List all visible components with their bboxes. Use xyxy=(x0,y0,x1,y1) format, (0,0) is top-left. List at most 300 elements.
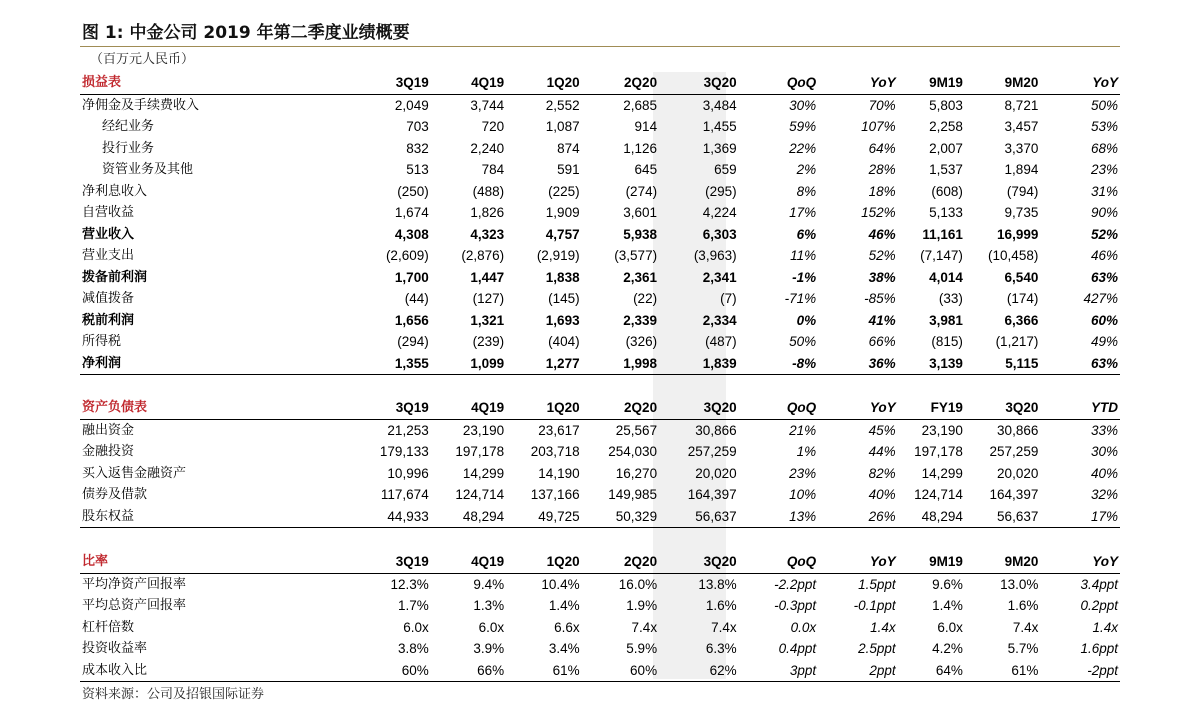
table-row xyxy=(80,463,1120,485)
table-cell: 3,139 xyxy=(898,353,965,375)
table-cell: 17% xyxy=(1040,506,1120,528)
table-cell: (274) xyxy=(625,183,658,199)
table-cell: 26% xyxy=(818,506,898,528)
table-cell: 3,370 xyxy=(1004,140,1039,156)
table-cell: 14,190 xyxy=(538,465,580,481)
table-cell: 1,447 xyxy=(470,269,505,285)
table-cell: -0.3ppt xyxy=(774,598,817,613)
table-cell: 197,178 xyxy=(914,444,963,459)
table-cell: 50% xyxy=(1090,97,1118,113)
table-cell: 6% xyxy=(796,226,817,242)
table-cell: 1,826 xyxy=(470,205,505,220)
table-row xyxy=(80,288,1120,310)
table-cell: 659 xyxy=(714,162,737,177)
table-cell: 5.7% xyxy=(1007,641,1039,656)
table-cell: 44% xyxy=(868,444,896,459)
table-cell: 1,369 xyxy=(702,140,737,156)
table-cell: 10,996 xyxy=(387,465,429,481)
table-cell: 52% xyxy=(868,248,896,263)
table-cell: 2,240 xyxy=(470,140,505,156)
column-header: 3Q20 xyxy=(659,397,739,419)
table-cell: 23,190 xyxy=(921,422,963,438)
table-cell: 1.7% xyxy=(397,598,429,613)
table-cell: 13.8% xyxy=(698,576,737,592)
row-label: 杠杆倍数 xyxy=(82,619,135,635)
table-row xyxy=(80,94,1120,116)
table-cell: 22% xyxy=(789,140,817,156)
table-row xyxy=(80,116,1120,138)
table-cell: 50% xyxy=(789,334,817,349)
table-cell: 591 xyxy=(557,162,580,177)
table-cell: 6.0x xyxy=(403,619,429,635)
row-label: 投行业务 xyxy=(102,140,155,156)
column-header: QoQ xyxy=(739,72,819,94)
table-row xyxy=(80,159,1120,181)
table-cell: 20,020 xyxy=(997,465,1039,481)
table-cell: 30,866 xyxy=(997,422,1039,438)
table-cell: 1,894 xyxy=(1004,162,1039,177)
table-cell: 1,099 xyxy=(431,353,506,375)
table-cell: 28% xyxy=(868,162,896,177)
table-row xyxy=(80,245,1120,267)
table-cell: 203,718 xyxy=(530,444,580,459)
table-cell: 2,334 xyxy=(702,312,737,328)
table-cell: 2,049 xyxy=(394,97,429,113)
table-cell: 20,020 xyxy=(695,465,737,481)
column-header: 3Q19 xyxy=(347,551,431,573)
row-label: 投资收益率 xyxy=(82,641,148,656)
table-cell: 3,744 xyxy=(470,97,505,113)
table-cell: 1,909 xyxy=(545,205,580,220)
table-cell: 32% xyxy=(1090,487,1118,502)
column-header: 3Q20 xyxy=(659,72,739,94)
table-row xyxy=(80,506,1120,528)
table-cell: 257,259 xyxy=(989,444,1039,459)
table-cell: 60% xyxy=(582,660,659,682)
row-label: 买入返售金融资产 xyxy=(82,465,187,481)
table-cell: 30,866 xyxy=(695,422,737,438)
table-cell: 4.2% xyxy=(932,641,963,656)
row-label: 金融投资 xyxy=(82,444,135,459)
table-cell: 5,115 xyxy=(965,353,1040,375)
table-cell: 3,484 xyxy=(702,97,737,113)
table-cell: 1,839 xyxy=(659,353,739,375)
table-cell: 56,637 xyxy=(659,506,739,528)
table-cell: 914 xyxy=(634,119,658,134)
table-cell: 0.0x xyxy=(790,619,817,635)
table-cell: 40% xyxy=(868,487,896,502)
table-cell: 17% xyxy=(789,205,817,220)
table-cell: 6.3% xyxy=(705,641,737,656)
table-cell: 36% xyxy=(818,353,898,375)
table-cell: 124,714 xyxy=(914,487,963,502)
title-bar xyxy=(80,12,1120,47)
table-cell: 62% xyxy=(659,660,739,682)
table-cell: 52% xyxy=(1090,226,1118,242)
row-label: 成本收入比 xyxy=(80,660,347,682)
table-row xyxy=(80,181,1120,203)
column-header: YTD xyxy=(1040,397,1120,419)
table-cell: 49,725 xyxy=(506,506,581,528)
table-cell: 10.4% xyxy=(541,576,580,592)
table-cell: 1,355 xyxy=(347,353,431,375)
table-row xyxy=(80,353,1120,375)
table-cell: 40% xyxy=(1090,465,1118,481)
table-cell: 2,341 xyxy=(702,269,737,285)
table-cell: 5.9% xyxy=(626,641,658,656)
table-cell: (127) xyxy=(472,291,505,306)
table-row xyxy=(80,310,1120,332)
table-cell: (44) xyxy=(404,291,429,306)
table-cell: 23,190 xyxy=(462,422,505,438)
table-cell: 3,981 xyxy=(929,312,963,328)
table-cell: (250) xyxy=(397,183,429,199)
table-cell: (2,876) xyxy=(461,248,505,263)
table-cell: 44,933 xyxy=(347,506,431,528)
column-header: YoY xyxy=(1040,551,1120,573)
table-cell: 0% xyxy=(796,312,817,328)
column-header: QoQ xyxy=(739,551,819,573)
table-cell: 30% xyxy=(1090,444,1118,459)
table-cell: 9,735 xyxy=(1004,205,1039,220)
column-header: 2Q20 xyxy=(582,72,659,94)
table-row xyxy=(80,660,1120,682)
row-label: 净利润 xyxy=(80,353,347,375)
row-label: 平均净资产回报率 xyxy=(82,576,187,592)
table-cell: 2,361 xyxy=(623,269,658,285)
table-cell: 64% xyxy=(898,660,965,682)
table-cell: 25,567 xyxy=(615,422,658,438)
table-cell: 5,938 xyxy=(623,226,658,242)
table-cell: 1,537 xyxy=(929,162,963,177)
table-cell: 1,656 xyxy=(394,312,429,328)
table-cell: 14,299 xyxy=(462,465,505,481)
table-cell: 4,323 xyxy=(470,226,505,242)
table-cell: 179,133 xyxy=(379,444,429,459)
row-label: 资管业务及其他 xyxy=(102,162,194,177)
column-header: 2Q20 xyxy=(582,551,659,573)
table-cell: -1% xyxy=(792,269,817,285)
table-cell: 8% xyxy=(796,183,817,199)
table-cell: 1.6% xyxy=(705,598,737,613)
table-cell: 1.3% xyxy=(473,598,505,613)
table-cell: 68% xyxy=(1090,140,1118,156)
table-cell: 2,258 xyxy=(929,119,963,134)
table-cell: 30% xyxy=(789,97,817,113)
table-cell: (3,963) xyxy=(693,248,737,263)
table-cell: 2% xyxy=(796,162,817,177)
table-cell: (294) xyxy=(397,334,429,349)
table-cell: 46% xyxy=(868,226,896,242)
table-cell: 107% xyxy=(861,119,896,134)
figure-title: 图 1: 中金公司 2019 年第二季度业绩概要 xyxy=(82,23,410,43)
balance-section-title: 资产负债表 xyxy=(80,397,347,419)
row-label: 营业收入 xyxy=(82,226,135,242)
table-cell: 4,308 xyxy=(394,226,429,242)
table-cell: -71% xyxy=(784,291,817,306)
table-cell: (3,577) xyxy=(614,248,658,263)
table-cell: 48,294 xyxy=(898,506,965,528)
table-cell: 1,700 xyxy=(394,269,429,285)
table-cell: 874 xyxy=(557,140,580,156)
table-cell: 23,617 xyxy=(538,422,580,438)
table-cell: 60% xyxy=(1090,312,1118,328)
table-cell: 1,693 xyxy=(545,312,580,328)
table-cell: 3.4% xyxy=(548,641,580,656)
table-cell: 1,321 xyxy=(470,312,505,328)
table-row xyxy=(80,595,1120,617)
table-cell: 31% xyxy=(1090,183,1118,199)
table-cell: (7,147) xyxy=(920,248,963,263)
table-cell: 50,329 xyxy=(582,506,659,528)
row-label: 减值拨备 xyxy=(82,291,135,306)
table-row xyxy=(80,224,1120,246)
table-cell: 41% xyxy=(868,312,896,328)
row-label: 股东权益 xyxy=(80,506,347,528)
row-label: 融出资金 xyxy=(82,422,135,438)
ratios-table xyxy=(80,551,1120,682)
table-cell: 64% xyxy=(868,140,896,156)
unit-note: （百万元人民币） xyxy=(90,52,195,67)
table-cell: 66% xyxy=(431,660,506,682)
table-cell: 10% xyxy=(789,487,817,502)
table-cell: 23% xyxy=(789,465,817,481)
table-cell: 0.4ppt xyxy=(778,641,817,656)
table-cell: 14,299 xyxy=(921,465,963,481)
table-cell: -2ppt xyxy=(1040,660,1120,682)
table-cell: 49% xyxy=(1090,334,1118,349)
column-header: YoY xyxy=(818,397,898,419)
table-cell: 1,277 xyxy=(506,353,581,375)
table-cell: 1,998 xyxy=(582,353,659,375)
table-cell: 124,714 xyxy=(455,487,505,502)
table-row xyxy=(80,638,1120,660)
table-cell: 4,757 xyxy=(545,226,580,242)
table-cell: -2.2ppt xyxy=(774,576,817,592)
table-cell: 1% xyxy=(796,444,817,459)
table-cell: 59% xyxy=(789,119,817,134)
table-cell: (145) xyxy=(548,291,580,306)
row-label: 净佣金及手续费收入 xyxy=(82,97,200,113)
column-header: YoY xyxy=(818,551,898,573)
table-cell: 257,259 xyxy=(687,444,737,459)
table-cell: 720 xyxy=(481,119,505,134)
table-cell: 16,999 xyxy=(997,226,1039,242)
table-cell: 63% xyxy=(1040,353,1120,375)
table-cell: -85% xyxy=(864,291,896,306)
table-cell: 7.4x xyxy=(711,619,737,635)
table-cell: 6.0x xyxy=(478,619,505,635)
table-cell: (225) xyxy=(548,183,580,199)
table-cell: 1.5ppt xyxy=(858,576,896,592)
table-cell: 66% xyxy=(868,334,896,349)
row-label: 税前利润 xyxy=(82,312,135,328)
row-label: 债券及借款 xyxy=(82,487,148,502)
row-label: 平均总资产回报率 xyxy=(82,598,187,613)
table-cell: 9.6% xyxy=(932,576,963,592)
table-cell: 2,552 xyxy=(545,97,580,113)
table-cell: 13% xyxy=(739,506,819,528)
column-header: QoQ xyxy=(739,397,819,419)
column-header: 9M20 xyxy=(965,72,1040,94)
table-cell: 427% xyxy=(1083,291,1118,306)
table-row xyxy=(80,331,1120,353)
source-note: 资料来源：公司及招银国际证券 xyxy=(82,687,265,702)
table-cell: 16.0% xyxy=(618,576,658,592)
table-cell: 3.4ppt xyxy=(1080,576,1118,592)
table-cell: 703 xyxy=(406,119,429,134)
table-cell: (794) xyxy=(1006,183,1039,199)
table-cell: 11% xyxy=(790,248,817,263)
table-cell: -0.1ppt xyxy=(853,598,896,613)
column-header: 3Q19 xyxy=(347,397,431,419)
ratios-header-row xyxy=(80,551,1120,573)
table-cell: 3ppt xyxy=(739,660,819,682)
table-cell: 45% xyxy=(868,422,896,438)
table-cell: 33% xyxy=(1090,422,1118,438)
table-cell: 1,126 xyxy=(623,140,658,156)
table-cell: 1,674 xyxy=(394,205,429,220)
table-cell: 2,339 xyxy=(623,312,658,328)
table-cell: (488) xyxy=(472,183,505,199)
row-label: 所得税 xyxy=(82,334,122,349)
table-cell: (7) xyxy=(720,291,737,306)
table-cell: 61% xyxy=(506,660,581,682)
table-cell: (1,217) xyxy=(995,334,1039,349)
column-header: 3Q20 xyxy=(965,397,1040,419)
table-cell: 2,685 xyxy=(623,97,658,113)
table-cell: 7.4x xyxy=(631,619,658,635)
table-cell: 1,455 xyxy=(702,119,737,134)
table-cell: 117,674 xyxy=(380,487,429,502)
table-cell: 137,166 xyxy=(530,487,580,502)
table-cell: 56,637 xyxy=(965,506,1040,528)
table-cell: 1.4x xyxy=(870,619,896,635)
table-cell: 149,985 xyxy=(608,487,658,502)
table-cell: 48,294 xyxy=(431,506,506,528)
table-cell: 11,161 xyxy=(922,226,963,242)
income-header-row xyxy=(80,72,1120,94)
table-cell: 1.4x xyxy=(1092,619,1118,635)
row-label: 拨备前利润 xyxy=(82,269,148,285)
table-cell: (608) xyxy=(931,183,963,199)
table-cell: 1,087 xyxy=(545,119,580,134)
table-cell: 2ppt xyxy=(818,660,898,682)
table-cell: (239) xyxy=(472,334,505,349)
table-cell: (33) xyxy=(938,291,963,306)
table-cell: (22) xyxy=(633,291,658,306)
table-cell: 2.5ppt xyxy=(858,641,896,656)
table-cell: 6.6x xyxy=(554,619,580,635)
table-cell: 23% xyxy=(1090,162,1118,177)
column-header: YoY xyxy=(1040,72,1120,94)
table-cell: 254,030 xyxy=(608,444,658,459)
table-cell: (295) xyxy=(705,183,737,199)
table-cell: 164,397 xyxy=(989,487,1039,502)
column-header: 2Q20 xyxy=(582,397,659,419)
table-cell: (2,609) xyxy=(385,248,429,263)
table-cell: (10,458) xyxy=(988,248,1039,263)
table-cell: 1.9% xyxy=(626,598,658,613)
table-cell: 197,178 xyxy=(455,444,505,459)
table-cell: 70% xyxy=(868,97,896,113)
table-cell: 46% xyxy=(1090,248,1118,263)
column-header: 1Q20 xyxy=(506,72,581,94)
table-cell: 1.4% xyxy=(932,598,963,613)
table-cell: 7.4x xyxy=(1012,619,1039,635)
table-cell: 3,457 xyxy=(1004,119,1039,134)
table-row xyxy=(80,267,1120,289)
table-cell: 1.6ppt xyxy=(1080,641,1118,656)
table-cell: 3,601 xyxy=(623,205,658,220)
table-cell: 12.3% xyxy=(390,576,429,592)
table-cell: 784 xyxy=(481,162,505,177)
table-cell: 513 xyxy=(406,162,429,177)
table-cell: 4,014 xyxy=(929,269,963,285)
table-cell: (174) xyxy=(1006,291,1039,306)
table-cell: 82% xyxy=(868,465,896,481)
table-cell: 0.2ppt xyxy=(1080,598,1118,613)
ratios-section-title: 比率 xyxy=(80,551,347,573)
column-header: 3Q20 xyxy=(659,551,739,573)
column-header: 9M19 xyxy=(898,72,965,94)
row-label: 经纪业务 xyxy=(102,119,155,134)
table-cell: 1.6% xyxy=(1007,598,1039,613)
table-cell: 13.0% xyxy=(1000,576,1039,592)
table-row xyxy=(80,484,1120,506)
row-label: 自营收益 xyxy=(82,205,135,220)
table-cell: 832 xyxy=(406,140,429,156)
table-cell: 6,540 xyxy=(1004,269,1039,285)
table-cell: 63% xyxy=(1090,269,1118,285)
table-cell: 6,366 xyxy=(1004,312,1039,328)
table-cell: 5,803 xyxy=(929,97,963,113)
table-cell: 2,007 xyxy=(929,140,963,156)
table-cell: 8,721 xyxy=(1004,97,1039,113)
table-cell: 4,224 xyxy=(702,205,737,220)
table-cell: 21% xyxy=(789,422,817,438)
table-cell: 1,838 xyxy=(545,269,580,285)
column-header: FY19 xyxy=(898,397,965,419)
table-cell: (487) xyxy=(705,334,737,349)
table-cell: (404) xyxy=(548,334,580,349)
table-row xyxy=(80,617,1120,639)
column-header: 1Q20 xyxy=(506,551,581,573)
table-cell: (815) xyxy=(931,334,963,349)
table-cell: 61% xyxy=(965,660,1040,682)
table-cell: 5,133 xyxy=(929,205,963,220)
column-header: 4Q19 xyxy=(431,397,506,419)
table-row xyxy=(80,202,1120,224)
table-cell: 3.9% xyxy=(473,641,505,656)
income-statement-table xyxy=(80,72,1120,375)
balance-header-row xyxy=(80,397,1120,419)
table-row xyxy=(80,573,1120,595)
income-section-title: 损益表 xyxy=(80,72,347,94)
column-header: 3Q19 xyxy=(347,72,431,94)
table-cell: (326) xyxy=(625,334,658,349)
table-cell: 18% xyxy=(868,183,896,199)
table-cell: 1.4% xyxy=(548,598,580,613)
column-header: 9M19 xyxy=(898,551,965,573)
table-cell: (2,919) xyxy=(536,248,580,263)
column-header: 4Q19 xyxy=(431,72,506,94)
row-label: 营业支出 xyxy=(82,248,135,263)
row-label: 净利息收入 xyxy=(82,183,148,199)
column-header: YoY xyxy=(818,72,898,94)
column-header: 9M20 xyxy=(965,551,1040,573)
table-cell: 21,253 xyxy=(387,422,429,438)
